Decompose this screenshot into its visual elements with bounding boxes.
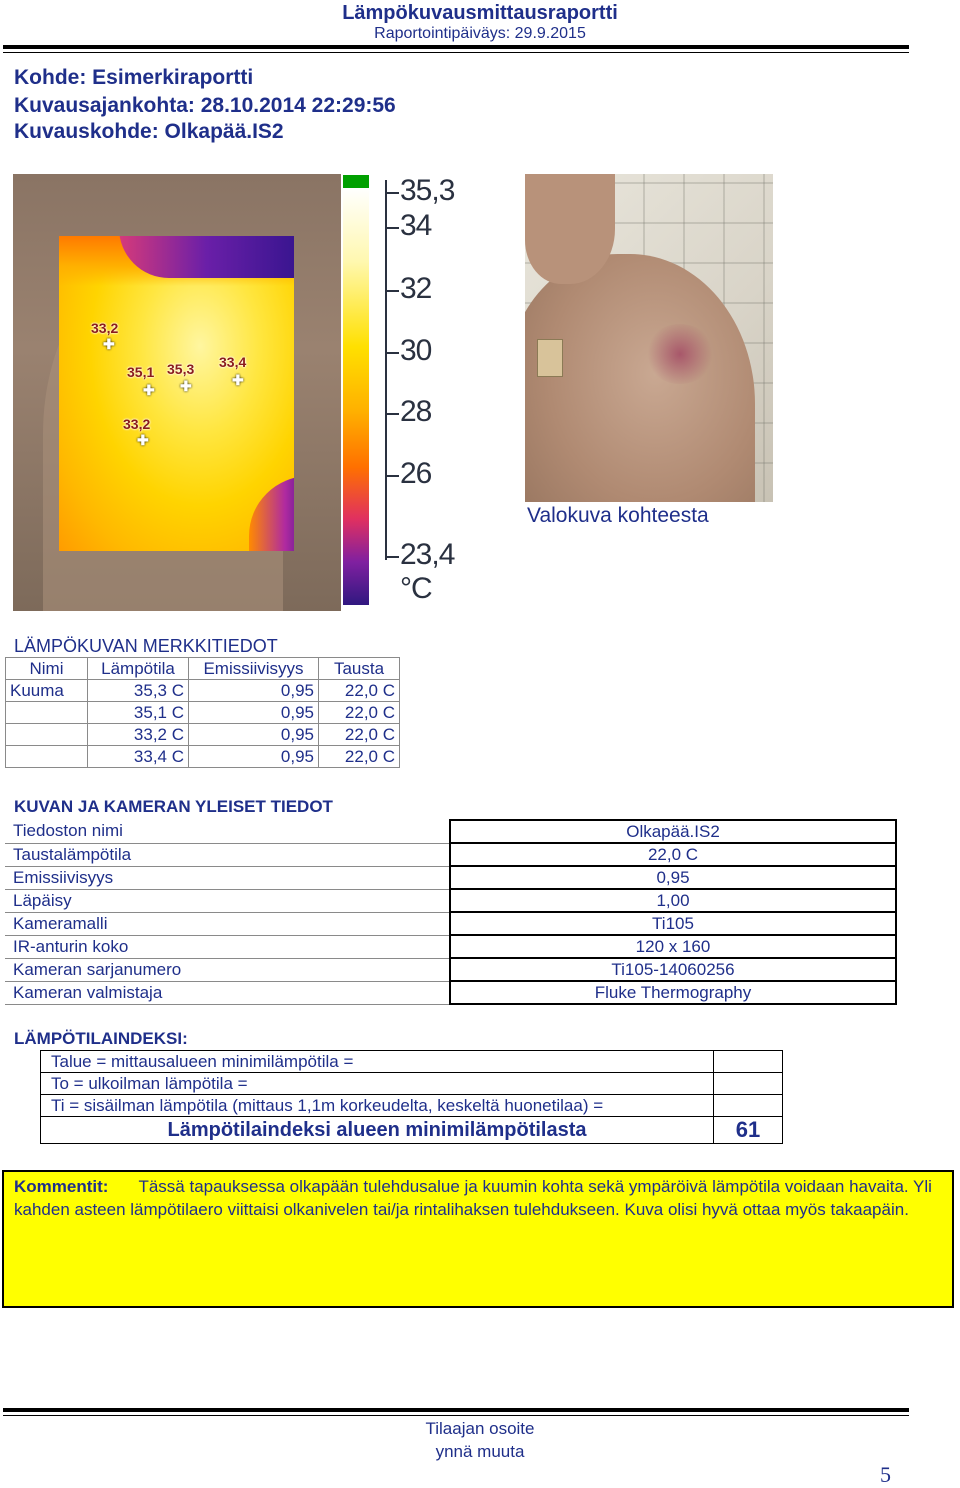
table-row: Kameran sarjanumero Ti105-14060256 xyxy=(5,958,896,981)
table-row: Kuuma 35,3 C 0,95 22,0 C xyxy=(6,680,400,702)
table-row: IR-anturin koko 120 x 160 xyxy=(5,935,896,958)
markers-header-cell: Tausta xyxy=(319,658,400,680)
scale-label: 26 xyxy=(400,457,432,490)
scale-label: 32 xyxy=(400,272,432,305)
scale-label: 34 xyxy=(400,209,432,242)
index-table xyxy=(40,1050,783,1144)
meta-kohde-label: Kohde: xyxy=(14,66,87,89)
index-section-title: LÄMPÖTILAINDEKSI: xyxy=(14,1029,188,1048)
crosshair-icon: ✚ xyxy=(103,336,115,352)
footer-rule-thick xyxy=(3,1408,909,1412)
photo-face xyxy=(525,174,615,284)
photo-caption: Valokuva kohteesta xyxy=(527,504,709,527)
thermal-marker-label: 33,2 xyxy=(91,320,119,336)
index-result-label: Lämpötilaindeksi alueen minimilämpötilasta xyxy=(41,1117,714,1144)
meta-kuvauskohde-value: Olkapää.IS2 xyxy=(164,120,284,143)
footer-line1: Tilaajan osoite xyxy=(425,1419,535,1438)
markers-table-header xyxy=(6,658,400,680)
scale-label: 30 xyxy=(400,334,432,367)
table-row: Kameramalli Ti105 xyxy=(5,912,896,935)
meta-aika-value: 28.10.2014 22:29:56 xyxy=(200,94,396,117)
thermal-ir-overlay xyxy=(59,236,294,551)
visual-photo xyxy=(525,174,773,502)
table-row: Emissiivisyys 0,95 xyxy=(5,866,896,889)
index-result-value: 61 xyxy=(714,1117,783,1144)
table-row: Talue = mittausalueen minimilämpötila = xyxy=(41,1051,783,1073)
markers-table xyxy=(5,657,400,768)
table-row: Läpäisy 1,00 xyxy=(5,889,896,912)
report-date: Raportointipäiväys: 29.9.2015 xyxy=(374,25,586,42)
table-row: 33,2 C 0,95 22,0 C xyxy=(6,724,400,746)
thermal-neck-cold-zone xyxy=(119,236,294,278)
temperature-scale-bar xyxy=(343,175,369,605)
scale-label: 28 xyxy=(400,395,432,428)
table-row: Ti = sisäilman lämpötila (mittaus 1,1m korkeudelta, keskeltä huonetilaa) = xyxy=(41,1095,783,1117)
markers-header-cell: Nimi xyxy=(6,658,88,680)
crosshair-icon: ✚ xyxy=(137,432,149,448)
footer-rule-thin xyxy=(3,1415,909,1416)
thermal-marker-label: 35,3 xyxy=(167,361,195,377)
scale-axis-line xyxy=(385,180,387,560)
table-row: To = ulkoilman lämpötila = xyxy=(41,1073,783,1095)
meta-aika xyxy=(14,94,396,118)
index-result-row xyxy=(41,1117,783,1144)
footer-line2: ynnä muuta xyxy=(435,1442,525,1461)
crosshair-icon: ✚ xyxy=(232,372,244,388)
meta-kohde xyxy=(14,66,253,90)
header-rule-thick xyxy=(3,45,909,49)
meta-aika-label: Kuvausajankohta: xyxy=(14,94,195,117)
comments-box xyxy=(2,1170,954,1308)
comments-text: Tässä tapauksessa olkapään tulehdusalue ja kuumin kohta sekä ympäröivä lämpötila voidaan havaita. Yli kahden asteen lämpötilaero viittaisi olkanivelen tai/ja rintalihaksen tulehdukseen. Kuva olisi hyvä ottaa myös takaapäin. xyxy=(14,1177,932,1219)
meta-kuvauskohde xyxy=(14,120,284,144)
table-row: Taustalämpötila 22,0 C xyxy=(5,843,896,866)
table-row: 33,4 C 0,95 22,0 C xyxy=(6,746,400,768)
report-title: Lämpökuvausmittausraportti xyxy=(342,2,618,24)
thermal-armpit-cold-zone xyxy=(249,476,294,551)
thermal-marker-label: 35,1 xyxy=(127,364,155,380)
comments-label: Kommentit: xyxy=(14,1177,109,1196)
table-row: Kameran valmistaja Fluke Thermography xyxy=(5,981,896,1004)
thermal-marker-label: 33,4 xyxy=(219,354,247,370)
markers-header-cell: Emissiivisyys xyxy=(189,658,319,680)
table-row: 35,1 C 0,95 22,0 C xyxy=(6,702,400,724)
thermal-image xyxy=(13,174,341,611)
crosshair-icon: ✚ xyxy=(143,382,155,398)
crosshair-icon: ✚ xyxy=(180,378,192,394)
header-rule-thin xyxy=(3,52,909,53)
markers-header-cell: Lämpötila xyxy=(88,658,189,680)
scale-unit: °C xyxy=(400,572,432,605)
thermal-marker-label: 33,2 xyxy=(123,416,151,432)
photo-pendant xyxy=(537,339,563,377)
scale-label: 35,3 xyxy=(400,174,455,207)
meta-kohde-value: Esimerkiraportti xyxy=(92,66,254,89)
page-number: 5 xyxy=(880,1462,891,1487)
photo-inflamed-spot xyxy=(645,324,715,384)
scale-label: 23,4 xyxy=(400,538,455,571)
meta-kuvauskohde-label: Kuvauskohde: xyxy=(14,120,159,143)
table-row: Tiedoston nimi Olkapää.IS2 xyxy=(5,820,896,843)
general-section-title: KUVAN JA KAMERAN YLEISET TIEDOT xyxy=(14,797,333,816)
general-info-table xyxy=(5,819,897,1005)
markers-section-title: LÄMPÖKUVAN MERKKITIEDOT xyxy=(14,636,278,656)
